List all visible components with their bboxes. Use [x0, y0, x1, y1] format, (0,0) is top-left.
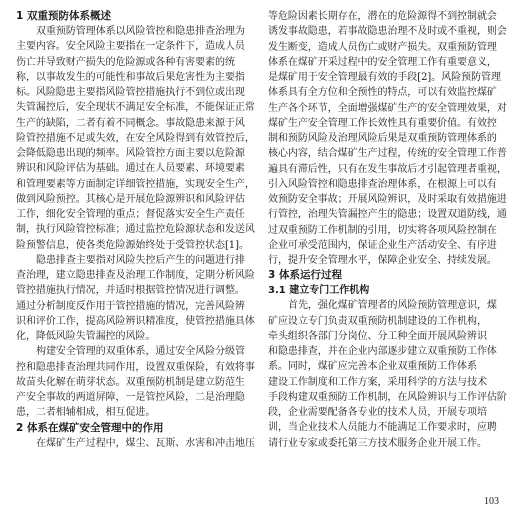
- text-line: 辨识和风险评估为基础。通过在人员要素、环境要素: [16, 163, 245, 175]
- text-line: 企业可承受范围内，保证企业生产活动安全、有序进: [268, 239, 497, 251]
- text-line: 引入风险管控和隐患排查治理体系，在根源上可以有: [268, 178, 497, 190]
- text-line: 化，降低风险失管漏控的风险。: [16, 331, 156, 342]
- text-line: 训，当企业技术人员能力不能满足工作要求时，应聘: [268, 422, 497, 434]
- text-line: 行，提升安全管理水平，保障企业安全、持续发展。: [268, 255, 497, 266]
- text-line: 和隐患排查，并在企业内部逐步建立双重预防工作体: [268, 346, 497, 357]
- text-line: 诱发事故隐患，若事故隐患治理不及时或不重视，则会: [268, 26, 507, 38]
- text-line: 是煤矿用于安全管理最有效的手段[2]。风险预防管理: [268, 72, 501, 83]
- text-line: 控和隐患排查治理共同作用，设置双重保险，有效将事: [16, 361, 255, 373]
- section-heading: 3 体系运行过程: [268, 269, 342, 282]
- body-paragraph: [16, 253, 256, 345]
- left-column: [16, 9, 256, 451]
- text-line: 工作，细化安全管理的重点；督促落实安全生产责任: [16, 209, 245, 220]
- text-line: 请行业专家或委托第三方技术服务企业开展工作。: [268, 437, 487, 449]
- text-line: 在煤矿生产过程中，煤尘、瓦斯、水害和冲击地压: [36, 437, 255, 449]
- text-line: 遍具有滞后性，只有在发生事故后才引起管理者重视，: [268, 163, 507, 175]
- right-column: [268, 9, 508, 451]
- text-line: 识和评价工作，提高风险辨识精准度，使管控措施具体: [16, 315, 255, 327]
- text-line: 行管控，治理失管漏控产生的隐患；设置双道防线，通: [268, 209, 507, 221]
- text-line: 主要内容。安全风险主要指在一定条件下，造成人员: [16, 41, 245, 53]
- text-line: 制，执行风险管控标准；通过监控危险源状态和发送风: [16, 224, 255, 236]
- subsection-heading: 3.1 建立专门工作机构: [268, 285, 370, 297]
- text-line: 标。风险隐患主要指风险管控措施执行不到位或出现: [16, 87, 245, 98]
- text-line: 体系在煤矿开采过程中的安全管理工作有重要意义，: [268, 56, 497, 68]
- text-line: 矿应设立专门负责双重预防机制建设的工作机构，: [268, 315, 487, 327]
- text-line: 过双重预防工作机制的引用，切实将各项风险控制在: [268, 224, 497, 236]
- text-line: 手段构建双重预防工作机制，在风险辨识与工作评估阶: [268, 391, 507, 403]
- text-line: 险管控措施不足或失效，在安全风险得到有效管控后，: [16, 132, 255, 144]
- text-line: 故苗头化解在萌芽状态。双重预防机制是建立防范生: [16, 376, 245, 388]
- body-paragraph: [268, 9, 508, 268]
- text-line: 管控措施执行情况，并适时根据管控情况进行调整。: [16, 285, 245, 297]
- page-number: 103: [484, 496, 499, 507]
- text-line: 和管理要素等方面制定详细管控措施，实现安全生产，: [16, 178, 255, 190]
- text-line: 段，企业需要配备各专业的技术人员，开展专项培: [268, 407, 487, 418]
- text-line: 隐患排查主要指对风险失控后产生的问题进行排: [36, 254, 245, 266]
- body-paragraph: [16, 344, 256, 420]
- section-heading: 2 体系在煤矿安全管理中的作用: [16, 421, 164, 434]
- text-line: 称，以事故发生的可能性和事故后果危害性为主要指: [16, 71, 245, 83]
- section-heading: 1 双重预防体系概述: [16, 10, 111, 22]
- text-line: 等危险因素长期存在，潜在的危险源得不到控制就会: [268, 11, 497, 22]
- text-line: 效预防安全事故；开展风险辨识，及时采取有效措施进: [268, 194, 507, 205]
- text-line: 会降低隐患出现的频率。风险管控方面主要以危险源: [16, 148, 245, 159]
- text-line: 构建安全管理的双重体系，通过安全风险分级管: [36, 346, 245, 358]
- text-line: 险预警信息，使各类危险源始终处于受管控状态[1]。: [16, 239, 249, 251]
- text-line: 双重预防管理体系以风险管控和隐患排查治理为: [36, 26, 245, 37]
- text-line: 伤亡并导致财产损失的危险源或各种有害要素的统: [16, 56, 235, 68]
- text-line: 体系具有全方位和全预性的特点，可以有效监控煤矿: [268, 87, 497, 99]
- text-line: 查治理，建立隐患排查及治理工作制度，定期分析风险: [16, 270, 255, 281]
- text-line: 产安全事故的两道屏障，一是管控风险，二是治理隐: [16, 392, 245, 403]
- body-paragraph: [16, 436, 256, 451]
- text-line: 牵头组织各部门分岗位、分工种全面开展风险辨识: [268, 330, 487, 342]
- text-line: 核心内容，结合煤矿生产过程，传统的安全管理工作普: [268, 148, 507, 160]
- text-line: 通过分析制度反作用于管控措施的情况，完善风险辨: [16, 300, 245, 312]
- text-line: 发生断变，造成人员伤亡或财产损失。双重预防管理: [268, 41, 497, 53]
- text-line: 煤矿生产安全管理工作长效性具有重要价值。有效控: [268, 117, 497, 129]
- body-paragraph: [268, 298, 508, 451]
- text-line: 制和预防风险及治理风险后果是双重预防管理体系的: [268, 133, 497, 144]
- text-line: 失管漏控后，安全现状不满足安全标准，不能保证正常: [16, 102, 255, 114]
- text-line: 建设工作制度和工作方案，采用科学的方法与技术: [268, 376, 487, 388]
- text-line: 系。同时，煤矿应完善本企业双重预防工作体系: [268, 361, 477, 373]
- text-line: 做到风险预控。其核心是开展危险源辨识和风险评估: [16, 193, 245, 205]
- text-line: 首先，强化煤矿管理者的风险预防管理意识，煤: [288, 300, 497, 312]
- text-line: 患，二者相辅相成，相互促进。: [16, 407, 156, 419]
- text-line: 生产各个环节，全面增强煤矿生产的安全管理效果，对: [268, 102, 507, 114]
- text-line: 生产的缺陷，二者有着不同概念。事故隐患来源于风: [16, 117, 245, 129]
- body-paragraph: [16, 24, 256, 253]
